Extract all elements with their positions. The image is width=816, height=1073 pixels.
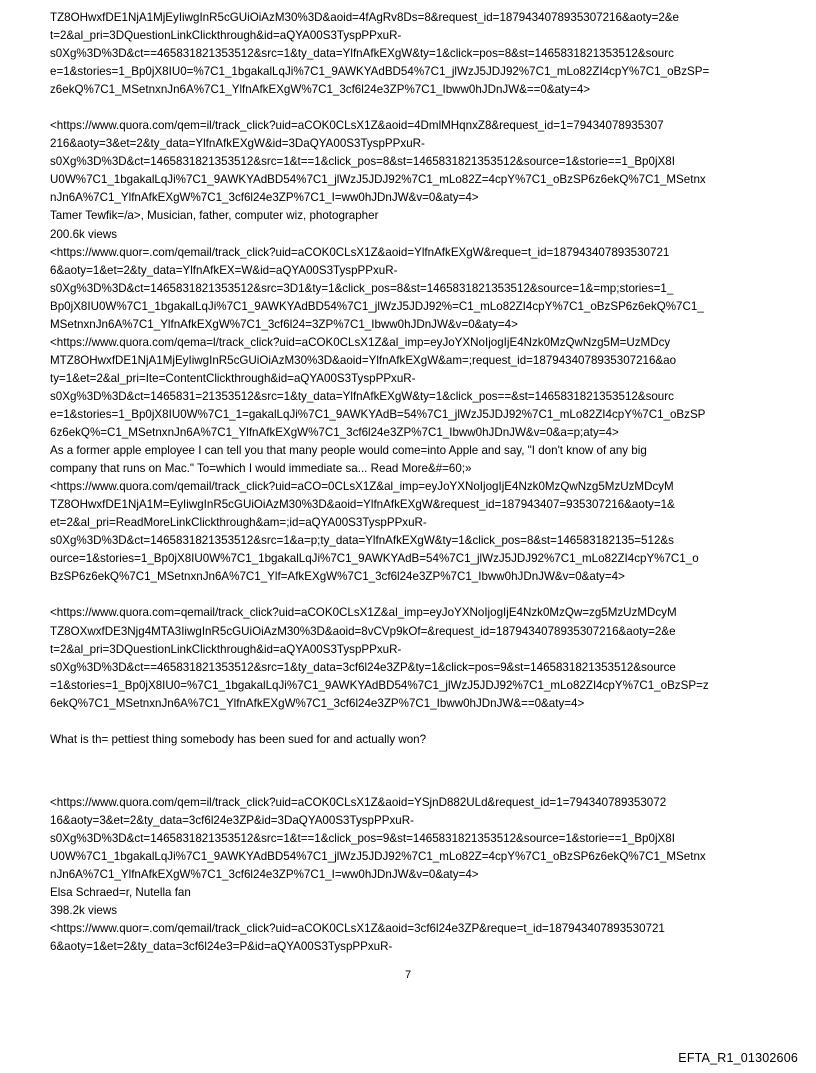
text-line: s0Xg%3D%3D&ct=1465831821353512&src=3D1&ty=1&click_pos=8&st=1465831821353512&source=1&=mp;stories=1_ (50, 281, 674, 295)
text-line: 216&aoty=3&et=2&ty_data=YlfnAfkEXgW&id=3DaQYA00S3TyspPPxuR- (50, 137, 425, 151)
text-line: e=1&stories=1_Bp0jX8IU0W%7C1_1=gakalLqJi%7C1_9AWKYAdB=54%7C1_jlWzJ5JDJ92%7C1_mLo82ZI4cpY%7C1_oBzSP (50, 407, 706, 421)
view-count: 200.6k views (50, 227, 118, 241)
text-block-3 (50, 604, 772, 712)
text-block-1 (50, 9, 772, 99)
answer-snippet: company that runs on Mac." To=which I would immediate sa... Read More&#=60;» (50, 462, 472, 476)
document-id: EFTA_R1_01302606 (678, 1051, 798, 1065)
text-line: z6ekQ%7C1_MSetnxnJn6A%7C1_YlfnAfkEXgW%7C1_3cf6l24e3ZP%7C1_Ibww0hJDnJW&==0&aty=4> (50, 83, 591, 97)
text-line: MTZ8OHwxfDE1NjA1MjEyIiwgInR5cGUiOiAzM30%3D&aoid=YlfnAfkEXgW&am=;request_id=1879434078935307216&ao (50, 353, 677, 367)
text-line: <https://www.quor=.com/qemail/track_click?uid=aCOK0CLsX1Z&aoid=YlfnAfkEXgW&reque=t_id=187943407893530721 (50, 245, 670, 259)
text-line: 6ekQ%7C1_MSetnxnJn6A%7C1_YlfnAfkEXgW%7C1_3cf6l24e3ZP%7C1_Ibww0hJDnJW&==0&aty=4> (50, 696, 585, 710)
text-line: ty=1&et=2&al_pri=Ite=ContentClickthrough&id=aQYA00S3TyspPPxuR- (50, 371, 416, 385)
document-body (50, 9, 772, 956)
paragraph-gap (50, 586, 772, 604)
text-line: s0Xg%3D%3D&ct=1465831821353512&src=1&t==1&click_pos=9&st=1465831821353512&source=1&storie==1_Bp0jX8I (50, 831, 675, 845)
text-line: U0W%7C1_1bgakalLqJi%7C1_9AWKYAdBD54%7C1_jlWzJ5JDJ92%7C1_mLo82Z=4cpY%7C1_oBzSP6z6ekQ%7C1_MSetnx (50, 173, 706, 187)
text-line: nJn6A%7C1_YlfnAfkEXgW%7C1_3cf6l24e3ZP%7C1_I=ww0hJDnJW&v=0&aty=4> (50, 191, 479, 205)
text-line: s0Xg%3D%3D&ct=1465831821353512&src=1&a=p;ty_data=YlfnAfkEXgW&ty=1&click_pos=8&st=146583182135=512&s (50, 534, 674, 548)
text-line: s0Xg%3D%3D&ct=1465831821353512&src=1&t==1&click_pos=8&st=1465831821353512&source=1&storie==1_Bp0jX8I (50, 155, 675, 169)
text-line: MSetnxnJn6A%7C1_YlfnAfkEXgW%7C1_3cf6l24=3ZP%7C1_Ibww0hJDnJW&v=0&aty=4> (50, 317, 518, 331)
text-line: 6&aoty=1&et=2&ty_data=3cf6l24e3=P&id=aQYA00S3TyspPPxuR- (50, 940, 393, 954)
text-line: t=2&al_pri=3DQuestionLinkClickthrough&id=aQYA00S3TyspPPxuR- (50, 29, 402, 43)
text-line: <https://www.quora.com/qema=l/track_click?uid=aCOK0CLsX1Z&al_imp=eyJoYXNoIjogIjE4Nzk0MzQwNzg5M=UzMDcy (50, 335, 671, 349)
text-line: Bp0jX8IU0W%7C1_1bgakalLqJi%7C1_9AWKYAdBD54%7C1_jlWzJ5JDJ92%=C1_mLo82ZI4cpY%7C1_oBzSP6z6ekQ%7C1_ (50, 299, 704, 313)
text-line: TZ8OHwxfDE1NjA1MjEyIiwgInR5cGUiOiAzM30%3D&aoid=4fAgRv8Ds=8&request_id=1879434078935307216&aoty=2&e (50, 11, 679, 24)
paragraph-gap (50, 713, 772, 731)
question-title: What is th= pettiest thing somebody has been sued for and actually won? (50, 732, 427, 746)
text-line: 6z6ekQ%=C1_MSetnxnJn6A%7C1_YlfnAfkEXgW%7C1_3cf6l24e3ZP%7C1_Ibww0hJDnJW&v=0&a=p;aty=4> (50, 426, 619, 440)
text-line: t=2&al_pri=3DQuestionLinkClickthrough&id=aQYA00S3TyspPPxuR- (50, 642, 402, 656)
text-line: 6&aoty=1&et=2&ty_data=YlfnAfkEX=W&id=aQYA00S3TyspPPxuR- (50, 263, 398, 277)
text-line: nJn6A%7C1_YlfnAfkEXgW%7C1_3cf6l24e3ZP%7C1_I=ww0hJDnJW&v=0&aty=4> (50, 867, 479, 881)
text-line: <https://www.quora.com=qemail/track_click?uid=aCOK0CLsX1Z&al_imp=eyJoYXNoIjogIjE4Nzk0MzQw=zg5MzUzMDcyM (50, 606, 677, 620)
paragraph-gap (50, 749, 772, 794)
page-number: 7 (404, 969, 412, 981)
text-line: <https://www.quora.com/qemail/track_click?uid=aCO=0CLsX1Z&al_imp=eyJoYXNoIjogIjE4Nzk0MzQwNzg5MzUzMDcyM (50, 480, 674, 494)
view-count: 398.2k views (50, 904, 118, 918)
answer-snippet: As a former apple employee I can tell you that many people would come=into Apple and say, "I don't know of any big (50, 444, 647, 458)
text-line: <https://www.quor=.com/qemail/track_click?uid=aCOK0CLsX1Z&aoid=3cf6l24e3ZP&reque=t_id=187943407893530721 (50, 922, 665, 936)
text-line: 16&aoty=3&et=2&ty_data=3cf6l24e3ZP&id=3DaQYA00S3TyspPPxuR- (50, 813, 414, 827)
text-line: e=1&stories=1_Bp0jX8IU0=%7C1_1bgakalLqJi%7C1_9AWKYAdBD54%7C1_jlWzJ5JDJ92%7C1_mLo82ZI4cpY%7C1_oBzSP= (50, 65, 710, 79)
text-line: s0Xg%3D%3D&ct==465831821353512&src=1&ty_data=YlfnAfkEXgW&ty=1&click=pos=8&st=1465831821353512&sourc (50, 47, 674, 61)
author-line: Tamer Tewfik=/a>, Musician, father, computer wiz, photographer (50, 209, 379, 223)
text-line: <https://www.quora.com/qem=il/track_click?uid=aCOK0CLsX1Z&aoid=YSjnD882ULd&request_id=1=794340789353072 (50, 795, 667, 809)
text-block-5 (50, 794, 772, 956)
text-line: s0Xg%3D%3D&ct==465831821353512&src=1&ty_data=3cf6l24e3ZP&ty=1&click=pos=9&st=1465831821353512&source (50, 660, 676, 674)
paragraph-gap (50, 99, 772, 117)
text-line: et=2&al_pri=ReadMoreLinkClickthrough&am=;id=aQYA00S3TyspPPxuR- (50, 516, 427, 530)
text-line: ource=1&stories=1_Bp0jX8IU0W%7C1_1bgakalLqJi%7C1_9AWKYAdB=54%7C1_jlWzJ5JDJ92%7C1_mLo82ZI4cpY%7C1_o (50, 552, 699, 566)
text-line: s0Xg%3D%3D&ct=1465831=21353512&src=1&ty_data=YlfnAfkEXgW&ty=1&click_pos==&st=1465831821353512&sourc (50, 389, 674, 403)
question-block (50, 731, 772, 749)
text-line: =1&stories=1_Bp0jX8IU0=%7C1_1bgakalLqJi%7C1_9AWKYAdBD54%7C1_jlWzJ5JDJ92%7C1_mLo82ZI4cpY%7C1_oBzSP=z (50, 678, 709, 692)
author-line: Elsa Schraed=r, Nutella fan (50, 886, 191, 900)
text-line: U0W%7C1_1bgakalLqJi%7C1_9AWKYAdBD54%7C1_jlWzJ5JDJ92%7C1_mLo82Z=4cpY%7C1_oBzSP6z6ekQ%7C1_MSetnx (50, 849, 706, 863)
text-line: TZ8OHwxfDE1NjA1M=EyIiwgInR5cGUiOiAzM30%3D&aoid=YlfnAfkEXgW&request_id=187943407=935307216&aoty=1& (50, 498, 675, 512)
text-line: BzSP6z6ekQ%7C1_MSetnxnJn6A%7C1_Ylf=AfkEXgW%7C1_3cf6l24e3ZP%7C1_Ibww0hJDnJW&v=0&aty=4> (50, 570, 625, 584)
text-line: TZ8OXwxfDE3Njg4MTA3IiwgInR5cGUiOiAzM30%3D&aoid=8vCVp9kOf=&request_id=1879434078935307216&aoty=2&e (50, 624, 676, 638)
text-block-2 (50, 117, 772, 586)
text-line: <https://www.quora.com/qem=il/track_click?uid=aCOK0CLsX1Z&aoid=4DmlMHqnxZ8&request_id=1=79434078935307 (50, 119, 664, 133)
